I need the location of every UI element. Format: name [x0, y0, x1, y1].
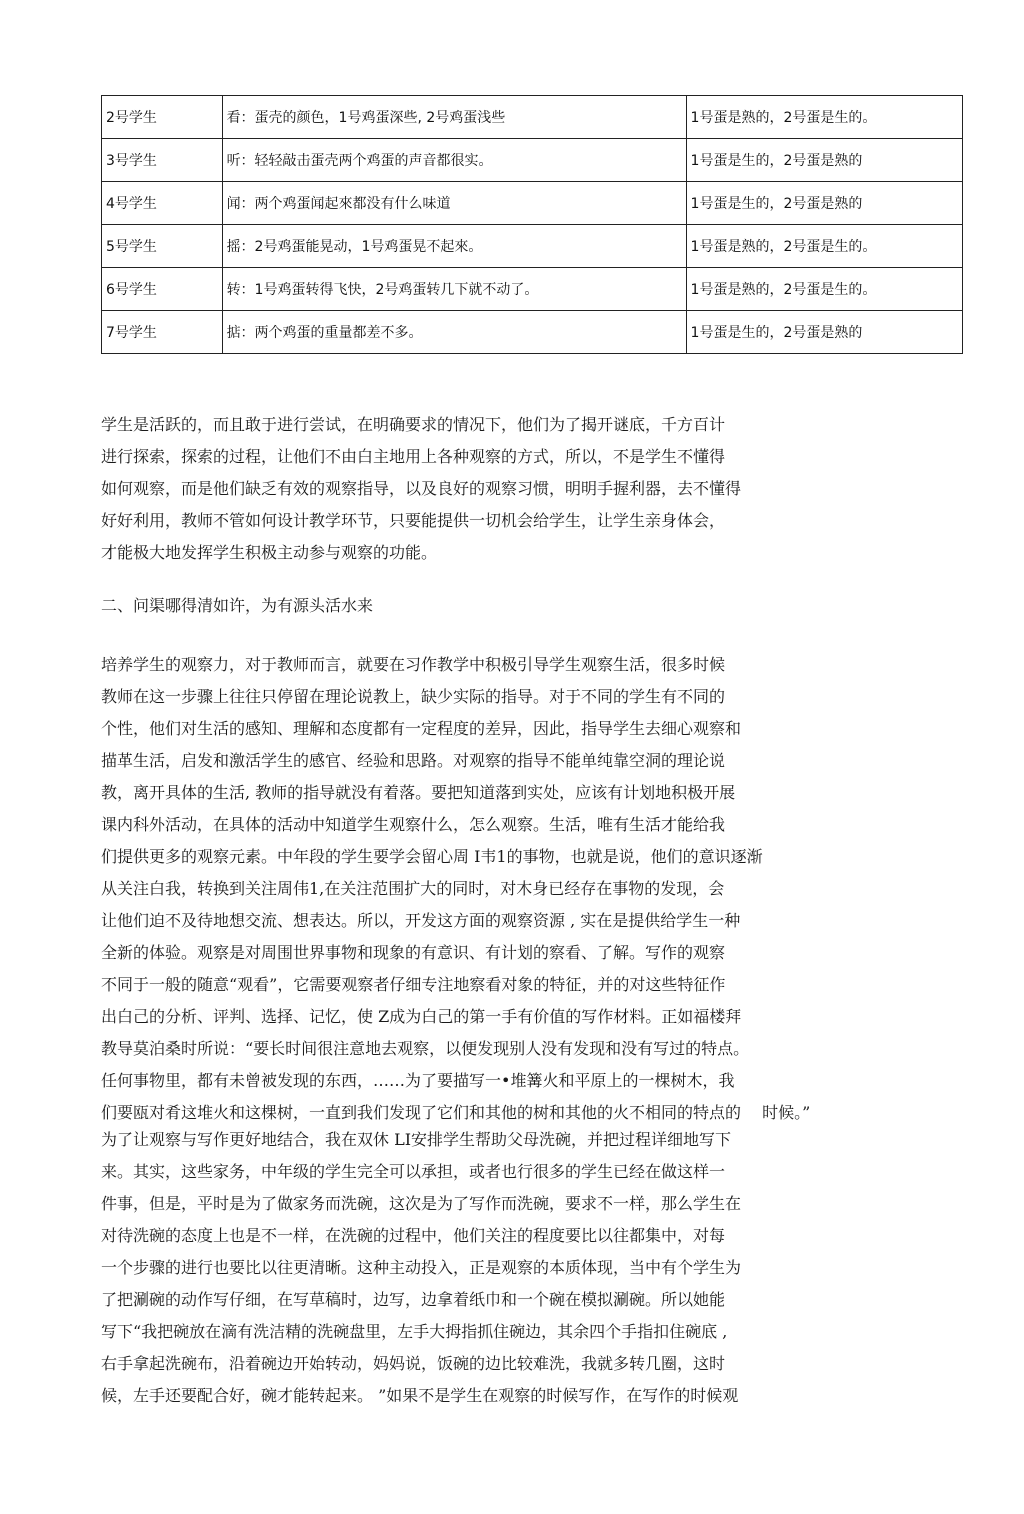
text-line: 从关注白我，转换到关注周伟1,在关注范围扩大的同时，对木身已经存在事物的发现，会: [101, 879, 725, 898]
text-line: 不同于一般的随意“观看”，它需要观察者仔细专注地察看对象的特征，并的对这些特征作: [101, 975, 726, 994]
method-cell: 转：1号鸡蛋转得飞快，2号鸡蛋转几下就不动了。: [222, 268, 686, 311]
text-line: 了把涮碗的动作写仔细，在写草稿时，边写，边拿着纸巾和一个碗在模拟涮碗。所以她能: [101, 1290, 726, 1309]
text-line: 学生是活跃的，而且敢于进行尝试，在明确要求的情况下，他们为了揭开谜底，千方百计: [101, 415, 726, 434]
text-line: 右手拿起洗碗布，沿着碗边开始转动，妈妈说，饭碗的边比较难洗，我就多转几圈，这时: [101, 1354, 726, 1373]
result-cell: 1号蛋是生的，2号蛋是熟的: [686, 139, 962, 182]
text-line: 教师在这一步骤上往往只停留在理论说教上，缺少实际的指导。对于不同的学生有不同的: [101, 687, 726, 706]
text-line: 如何观察，而是他们缺乏有效的观察指导，以及良好的观察习惯，明明手握利器，去不懂得: [101, 479, 742, 498]
method-cell: 看：蛋壳的颜色，1号鸡蛋深些, 2号鸡蛋浅些: [222, 96, 686, 139]
table-row: [102, 139, 963, 182]
text-line: 教导莫泊桑时所说：“要长时间很注意地去观察，以便发现别人没有发现和没有写过的特点。: [101, 1039, 750, 1058]
table-row: [102, 96, 963, 139]
result-cell: 1号蛋是熟的，2号蛋是生的。: [686, 96, 962, 139]
text-line: 们要瓯对肴这堆火和这棵树，一直到我们发现了它们和其他的树和其他的火不相同的特点的 时候。”: [101, 1103, 811, 1122]
result-cell: 1号蛋是生的，2号蛋是熟的: [686, 182, 962, 225]
text-line: 对待洗碗的态度上也是不一样，在洗碗的过程中，他们关注的程度要比以往都集中，对每: [101, 1226, 726, 1245]
student-cell: 6号学生: [102, 268, 223, 311]
text-line: 教，离开具体的生活, 教师的指导就没有着落。要把知道落到实处，应该有计划地积极开展: [101, 783, 736, 802]
text-line: 描革生活，启发和激活学生的感官、经验和思路。对观察的指导不能单纯靠空洞的理论说: [101, 751, 726, 770]
method-cell: 听：轻轻敲击蛋壳两个鸡蛋的声音都很实。: [222, 139, 686, 182]
student-cell: 5号学生: [102, 225, 223, 268]
student-cell: 7号学生: [102, 311, 223, 354]
result-cell: 1号蛋是生的，2号蛋是熟的: [686, 311, 962, 354]
method-cell: 摇：2号鸡蛋能晃动，1号鸡蛋晃不起來。: [222, 225, 686, 268]
student-cell: 4号学生: [102, 182, 223, 225]
student-cell: 2号学生: [102, 96, 223, 139]
text-line: 个性，他们对生活的感知、理解和态度都有一定程度的差异，因此，指导学生去细心观察和: [101, 719, 742, 738]
observation-table: [101, 95, 963, 354]
text-line: 全新的体验。观察是对周围世界事物和现象的有意识、有计划的察看、了解。写作的观察: [101, 943, 726, 962]
text-line: 候，左手还要配合好，碗才能转起来。 ”如果不是学生在观察的时候写作，在写作的时候观: [101, 1386, 739, 1405]
paragraph-1: [101, 409, 901, 569]
method-cell: 掂：两个鸡蛋的重量都差不多。: [222, 311, 686, 354]
text-line: 进行探索，探索的过程，让他们不由白主地用上各种观察的方式，所以，不是学生不懂得: [101, 447, 726, 466]
text-line: 好好利用，教师不管如何设计教学环节，只要能提供一切机会给学生，让学生亲身体会，: [101, 511, 726, 530]
text-line: 才能极大地发挥学生积极主动参与观察的功能。: [101, 543, 438, 562]
text-line: 让他们迫不及待地想交流、想表达。所以，开发这方面的观察资源 , 实在是提供给学生一种: [101, 911, 741, 930]
section-heading: 二、问渠哪得清如许，为有源头活水来: [101, 596, 374, 615]
student-cell: 3号学生: [102, 139, 223, 182]
text-line: 任何事物里，都有未曾被发现的东西，……为了要描写一•堆篝火和平原上的一棵树木，我: [101, 1071, 735, 1090]
paragraph-2: [101, 649, 901, 1129]
text-line: 课内科外活动，在具体的活动中知道学生观察什么，怎么观察。生活，唯有生活才能给我: [101, 815, 726, 834]
table-row: [102, 182, 963, 225]
text-line: 来。其实，这些家务，中年级的学生完全可以承担，或者也行很多的学生已经在做这样一: [101, 1162, 726, 1181]
text-line: 为了让观察与写作更好地结合，我在双休 LI安排学生帮助父母洗碗，并把过程详细地写下: [101, 1130, 732, 1149]
table-row: [102, 225, 963, 268]
paragraph-3: [101, 1124, 901, 1412]
text-line: 培养学生的观察力，对于教师而言，就要在习作教学中积极引导学生观察生活，很多时候: [101, 655, 726, 674]
text-line: 件事，但是，平时是为了做家务而洗碗，这次是为了写作而洗碗，要求不一样，那么学生在: [101, 1194, 742, 1213]
observation-table-body: [102, 96, 963, 354]
table-row: [102, 311, 963, 354]
text-line: 出白己的分析、评判、选择、记忆，使 Z成为白己的第一手有价值的写作材料。正如福楼拜: [101, 1007, 742, 1026]
text-line: 们提供更多的观察元素。中年段的学生要学会留心周 I韦1的事物，也就是说，他们的意识逐渐: [101, 847, 763, 866]
text-line: 一个步骤的进行也要比以往更清晰。这种主动投入，正是观察的本质体现，当中有个学生为: [101, 1258, 742, 1277]
result-cell: 1号蛋是熟的，2号蛋是生的。: [686, 268, 962, 311]
method-cell: 闻：两个鸡蛋闻起來都没有什么味道: [222, 182, 686, 225]
table-row: [102, 268, 963, 311]
text-line: 写下“我把碗放在滴有洗洁精的洗碗盘里，左手大拇指抓住碗边，其余四个手指扣住碗底 ,: [101, 1322, 728, 1341]
result-cell: 1号蛋是熟的，2号蛋是生的。: [686, 225, 962, 268]
